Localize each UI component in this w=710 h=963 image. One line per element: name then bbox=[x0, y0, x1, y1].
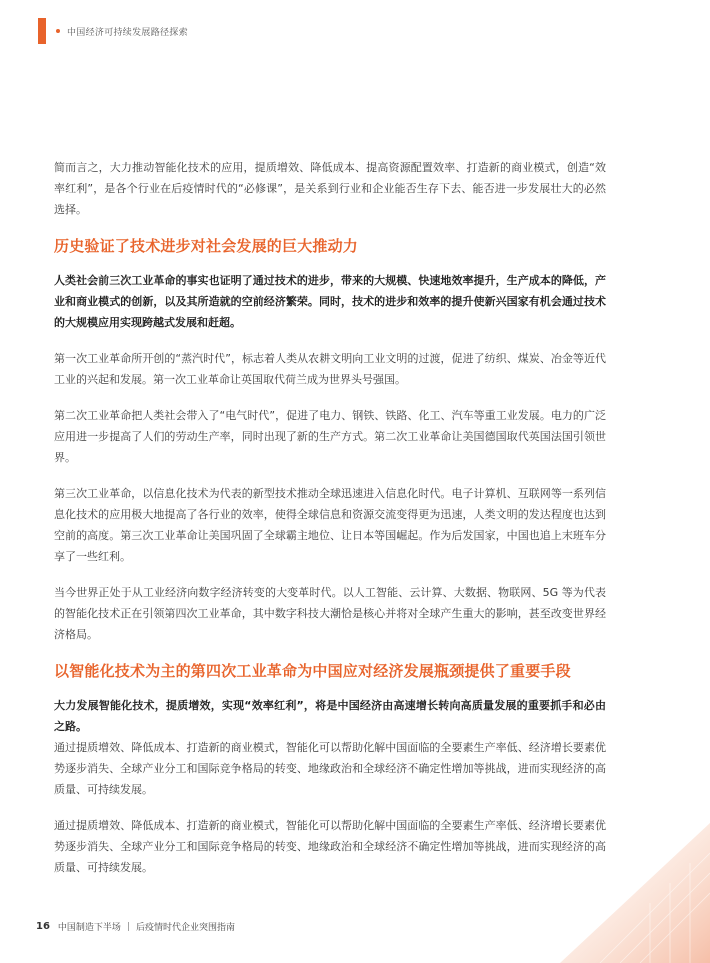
section1-paragraph-4: 当今世界正处于从工业经济向数字经济转变的大变革时代。以人工智能、云计算、大数据、物联网、5G 等为代表的智能化技术正在引领第四次工业革命，其中数字科技大潮恰是核心并将对全球产生重大的影响，甚至改变世界经济格局。 bbox=[54, 586, 606, 641]
section1-paragraph-1: 第一次工业革命所开创的“蒸汽时代”，标志着人类从农耕文明向工业文明的过渡，促进了纺织、煤炭、冶金等近代工业的兴起和发展。第一次工业革命让英国取代荷兰成为世界头号强国。 bbox=[54, 352, 606, 386]
section2-paragraph-1: 通过提质增效、降低成本、打造新的商业模式，智能化可以帮助化解中国面临的全要素生产率低、经济增长要素优势逐步消失、全球产业分工和国际竞争格局的转变、地缘政治和全球经济不确定性增加等挑战，进而实现经济的高质量、可持续发展。 bbox=[54, 741, 606, 796]
section-heading-history: 历史验证了技术进步对社会发展的巨大推动力 bbox=[54, 237, 359, 255]
section2-lead-paragraph: 大力发展智能化技术，提质增效，实现“效率红利”，将是中国经济由高速增长转向高质量发展的重要抓手和必由之路。 bbox=[54, 699, 606, 733]
section1-lead-paragraph: 人类社会前三次工业革命的事实也证明了通过技术的进步，带来的大规模、快速地效率提升，生产成本的降低，产业和商业模式的创新，以及其所造就的空前经济繁荣。同时，技术的进步和效率的提升使新兴国家有机会通过技术的大规模应用实现跨越式发展和赶超。 bbox=[54, 274, 606, 329]
bullet-icon bbox=[56, 29, 60, 33]
intro-paragraph: 简而言之，大力推动智能化技术的应用，提质增效、降低成本、提高资源配置效率、打造新的商业模式，创造“效率红利”，是各个行业在后疫情时代的“必修课”，是关系到行业和企业能否生存下去、能否进一步发展壮大的必然选择。 bbox=[54, 161, 606, 216]
page-number: 16 bbox=[36, 921, 50, 932]
footer-separator: | bbox=[126, 921, 130, 932]
footer-publication-title: 中国制造下半场 bbox=[57, 923, 121, 933]
page-footer bbox=[36, 920, 235, 933]
section-marker-bar bbox=[38, 18, 46, 44]
decorative-gradient-lines bbox=[500, 783, 710, 963]
footer-subtitle: 后疫情时代企业突围指南 bbox=[135, 923, 235, 933]
running-title: 中国经济可持续发展路径探索 bbox=[67, 27, 188, 38]
section1-paragraph-2: 第二次工业革命把人类社会带入了“电气时代”，促进了电力、钢铁、铁路、化工、汽车等重工业发展。电力的广泛应用进一步提高了人们的劳动生产率，同时出现了新的生产方式。第二次工业革命让美国德国取代英国法国引领世界。 bbox=[54, 409, 606, 464]
section2-paragraph-2: 通过提质增效、降低成本、打造新的商业模式，智能化可以帮助化解中国面临的全要素生产率低、经济增长要素优势逐步消失、全球产业分工和国际竞争格局的转变、地缘政治和全球经济不确定性增加等挑战，进而实现经济的高质量、可持续发展。 bbox=[54, 819, 606, 874]
section-heading-fourth-revolution: 以智能化技术为主的第四次工业革命为中国应对经济发展瓶颈提供了重要手段 bbox=[54, 662, 571, 680]
section1-paragraph-3: 第三次工业革命，以信息化技术为代表的新型技术推动全球迅速进入信息化时代。电子计算机、互联网等一系列信息化技术的应用极大地提高了各行业的效率，使得全球信息和资源交流变得更为迅速，人类文明的发达程度也达到空前的高度。第三次工业革命让美国巩固了全球霸主地位、让日本等国崛起。作为后发国家，中国也追上末班车分享了一些红利。 bbox=[54, 487, 606, 563]
page-header bbox=[38, 18, 188, 44]
